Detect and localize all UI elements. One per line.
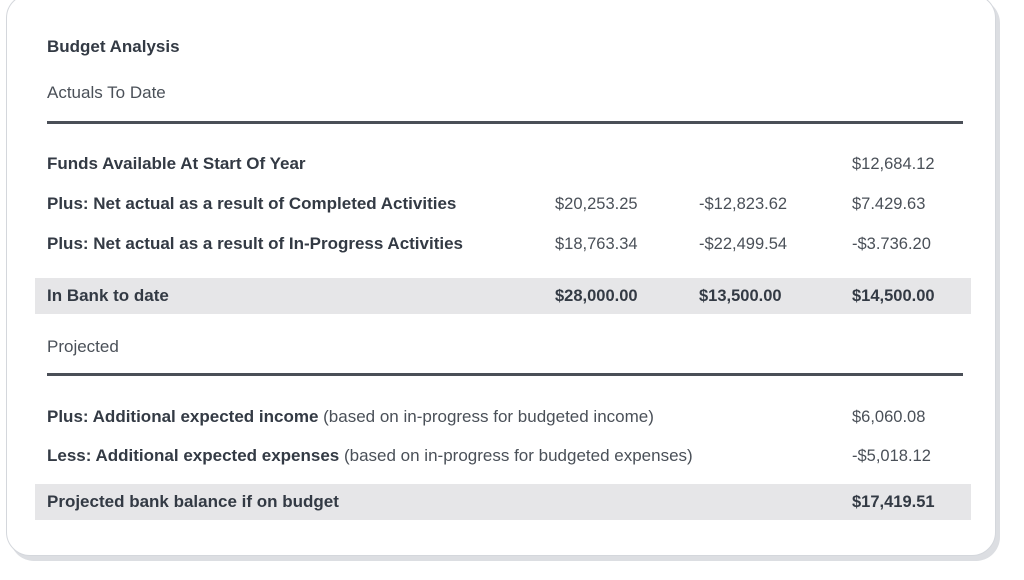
bank-net-total: $14,500.00	[852, 287, 935, 305]
row-expense: -$22,499.54	[699, 235, 788, 253]
expected-income-row	[35, 399, 971, 435]
projected-divider	[47, 373, 963, 376]
row-total: -$5,018.12	[852, 447, 931, 465]
row-note: (based on in-progress for budgeted income)	[318, 407, 654, 426]
funds-available-row	[35, 146, 971, 182]
row-note: (based on in-progress for budgeted expenses)	[339, 446, 693, 465]
row-label: Funds Available At Start Of Year	[47, 154, 306, 173]
in-bank-total-row	[35, 278, 971, 314]
row-label: Projected bank balance if on budget	[47, 492, 339, 511]
actuals-divider	[47, 121, 963, 124]
row-expense: -$12,823.62	[699, 195, 788, 213]
budget-analysis-title: Budget Analysis	[47, 37, 180, 56]
row-total: $7.429.63	[852, 195, 926, 213]
completed-activities-row	[35, 186, 971, 222]
budget-analysis-card	[6, 0, 996, 556]
expected-expenses-row	[35, 438, 971, 474]
row-income: $20,253.25	[555, 195, 638, 213]
row-label	[47, 399, 654, 435]
row-label: Plus: Net actual as a result of Completed Activities	[47, 194, 457, 213]
row-income: $18,763.34	[555, 235, 638, 253]
actuals-to-date-heading: Actuals To Date	[47, 83, 166, 102]
row-label	[47, 438, 693, 474]
row-label-bold: Plus: Additional expected income	[47, 407, 319, 426]
row-total: $6,060.08	[852, 408, 926, 426]
projected-balance-total: $17,419.51	[852, 493, 935, 511]
row-label-bold: Less: Additional expected expenses	[47, 446, 340, 465]
row-total: -$3.736.20	[852, 235, 931, 253]
row-label: Plus: Net actual as a result of In-Progress Activities	[47, 234, 464, 253]
bank-expense-total: $13,500.00	[699, 287, 782, 305]
row-total: $12,684.12	[852, 155, 935, 173]
projected-balance-row	[35, 484, 971, 520]
row-label: In Bank to date	[47, 286, 169, 305]
bank-income-total: $28,000.00	[555, 287, 638, 305]
projected-heading: Projected	[47, 337, 119, 356]
in-progress-activities-row	[35, 226, 971, 262]
